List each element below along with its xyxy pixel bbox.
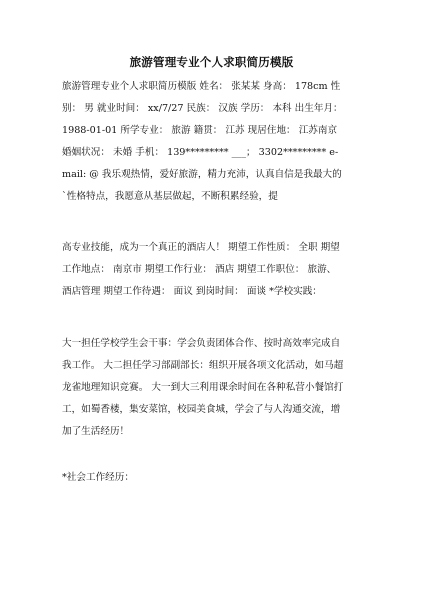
text-line: 工，如蜀香楼，集安菜馆，校园美食城，学会了与人沟通交流，增 — [62, 404, 341, 415]
text-line: 我工作。 大二担任学习部副部长：组织开展各项文化活动，如马超 — [62, 360, 344, 371]
text-line: 别： 男 就业时间： xx/7/27 民族： 汉族 学历： 本科 出生年月： — [62, 103, 343, 114]
text-line: 大一担任学校学生会干事：学会负责团体合作、按时高效率完成自 — [62, 338, 341, 349]
document-title: 旅游管理专业个人求职简历模版 — [129, 55, 294, 69]
text-line: 酒店管理 期望工作待遇： 面议 到岗时间： 面谈 *学校实践： — [62, 286, 322, 297]
text-line: mail: @ 我乐观热情，爱好旅游，精力充沛，认真自信是我最大的 — [62, 169, 342, 180]
text-line: 龙雀地理知识竞赛。 大一到大三利用课余时间在各种私营小餐馆打 — [62, 382, 344, 393]
text-line: 1988-01-01 所学专业： 旅游 籍贯： 江苏 现居住地： 江苏南京 — [62, 125, 338, 136]
text-line: 高专业技能，成为一个真正的酒店人！ 期望工作性质： 全职 期望 — [62, 242, 340, 253]
text-line: 婚姻状况： 未婚 手机： 139********* ___； 3302********* e- — [62, 147, 339, 158]
text-line: *社会工作经历： — [62, 472, 134, 483]
text-line: 旅游管理专业个人求职简历模版 姓名： 张某某 身高： 178cm 性 — [62, 81, 341, 92]
text-line: 加了生活经历！ — [62, 426, 130, 437]
text-line: 工作地点： 南京市 期望工作行业： 酒店 期望工作职位： 旅游、 — [62, 264, 337, 275]
text-line: `性格特点，我愿意从基层做起，不断积累经验，提 — [62, 191, 278, 202]
